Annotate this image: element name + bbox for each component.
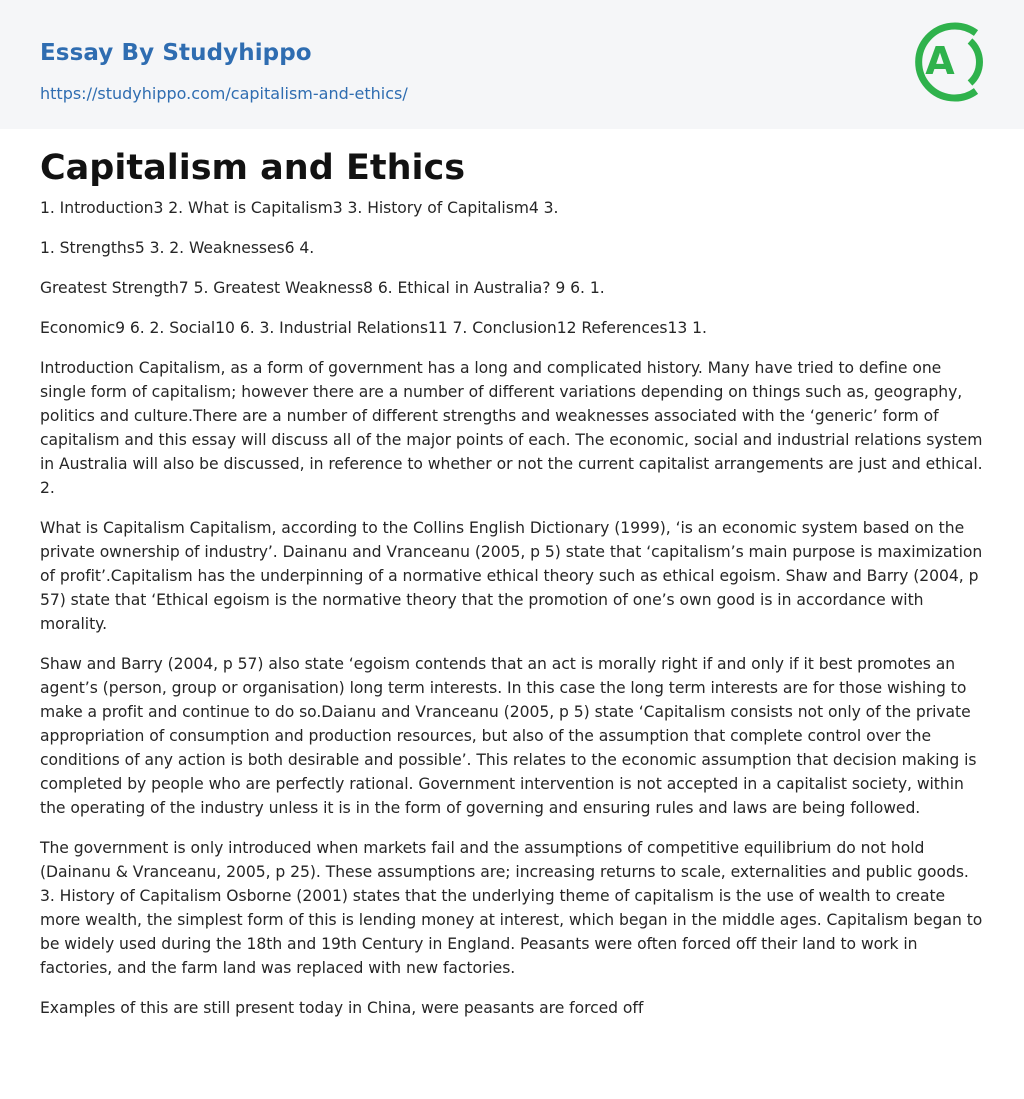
paragraph: Introduction Capitalism, as a form of government has a long and complicated history. Many have tried to define one single form of capitalism; however there are a number of different variations depending on things such as, geography, politics and culture.There are a number of different strengths and weaknesses associated with the ‘generic’ form of capitalism and this essay will discuss all of the major points of each. The economic, social and industrial relations system in Australia will also be discussed, in reference to whether or not the current capitalist arrangements are just and ethical. 2. [40, 359, 983, 497]
article-body [40, 146, 988, 1036]
paragraph: Shaw and Barry (2004, p 57) also state ‘egoism contends that an act is morally right if and only if it best promotes an agent’s (person, group or organisation) long term interests. In this case the long term interests are for those wishing to make a profit and continue to do so.Daianu and Vranceanu (2005, p 5) state ‘Capitalism consists not only of the private appropriation of consumption and production resources, but also of the assumption that complete control over the conditions of any action is both desirable and possible’. This relates to the economic assumption that decision making is completed by people who are perfectly rational. Government intervention is not accepted in a capitalist society, within the operating of the industry unless it is in the form of governing and ensuring rules and laws are being followed. [40, 655, 977, 817]
article-url-link[interactable]: https://studyhippo.com/capitalism-and-ethics/ [40, 84, 408, 103]
paragraph: Greatest Strength7 5. Greatest Weakness8 6. Ethical in Australia? 9 6. 1. [40, 279, 605, 297]
page-title: Capitalism and Ethics [40, 148, 466, 188]
paragraph: Economic9 6. 2. Social10 6. 3. Industrial Relations11 7. Conclusion12 References13 1. [40, 319, 707, 337]
studyhippo-logo-icon[interactable] [906, 17, 990, 107]
paragraph: Examples of this are still present today in China, were peasants are forced off [40, 999, 644, 1017]
paragraph: 1. Introduction3 2. What is Capitalism3 3. History of Capitalism4 3. [40, 199, 559, 217]
site-header [0, 0, 1024, 129]
paragraph: 1. Strengths5 3. 2. Weaknesses6 4. [40, 239, 315, 257]
paragraph: The government is only introduced when markets fail and the assumptions of competitive equilibrium do not hold (Dainanu & Vranceanu, 2005, p 25). These assumptions are; increasing returns to scale, externalities and public goods. 3. History of Capitalism Osborne (2001) states that the underlying theme of capitalism is the use of wealth to create more wealth, the simplest form of this is lending money at interest, which began in the middle ages. Capitalism began to be widely used during the 18th and 19th Century in England. Peasants were often forced off their land to work in factories, and the farm land was replaced with new factories. [40, 839, 983, 977]
paragraph: What is Capitalism Capitalism, according to the Collins English Dictionary (1999), ‘is an economic system based on the private ownership of industry’. Dainanu and Vranceanu (2005, p 5) state that ‘capitalism’s main purpose is maximization of profit’.Capitalism has the underpinning of a normative ethical theory such as ethical egoism. Shaw and Barry (2004, p 57) state that ‘Ethical egoism is the normative theory that the promotion of one’s own good is in accordance with morality. [40, 519, 983, 633]
logo-letter: A [925, 39, 955, 83]
brand-title[interactable]: Essay By Studyhippo [40, 40, 312, 66]
